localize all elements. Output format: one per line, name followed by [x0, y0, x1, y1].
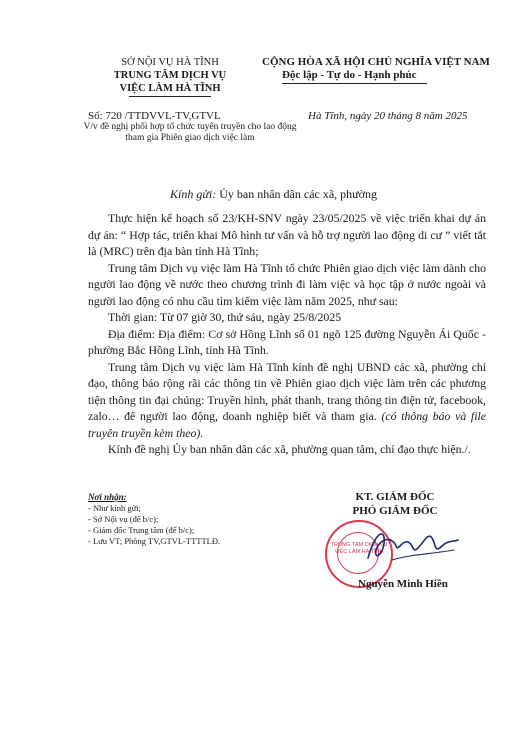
- document-date: Hà Tĩnh, ngày 20 tháng 8 năm 2025: [308, 110, 468, 122]
- signature-role-1: KT. GIÁM ĐỐC: [355, 491, 435, 503]
- recipient-item: - Sở Nội vụ (để b/c);: [88, 514, 159, 524]
- recipient-item: - Lưu VT; Phòng TV,GTVL-TTTTLĐ.: [88, 536, 221, 546]
- attachment-note: (có thông báo và file truyên truyền kèm theo).: [88, 409, 486, 440]
- national-motto: Độc lập - Tự do - Hạnh phúc: [282, 69, 417, 81]
- document-number: Số: 720 /TTDVVL-TV,GTVL: [88, 110, 221, 122]
- signer-name: Nguyễn Minh Hiền: [358, 578, 448, 590]
- agency-name-line1: TRUNG TÂM DỊCH VỤ: [113, 70, 227, 81]
- agency-underline: [129, 96, 211, 97]
- signature-role-2: PHÓ GIÁM ĐỐC: [352, 505, 438, 517]
- document-subject: V/v đề nghị phối hợp tổ chức tuyên truyền cho lao động tham gia Phiên giao dịch việc làm: [83, 122, 297, 143]
- recipients-block: [88, 492, 288, 547]
- body-paragraph-time: Thời gian: Từ 07 giờ 30, thứ sáu, ngày 25/8/2025: [108, 310, 342, 324]
- parent-agency: SỞ NỘI VỤ HÀ TĨNH: [121, 57, 219, 68]
- body-paragraph-location: Địa điểm: Địa điểm: Cơ sở Hồng Lĩnh số 01 ngõ 125 đường Nguyễn Ái Quốc - phường Bắc Hồng Lĩnh, tỉnh Hà Tĩnh.: [88, 326, 486, 357]
- seal-text: TRUNG TÂM DỊCH VỤ VIỆC LÀM HÀ TĨNH: [330, 542, 388, 555]
- issuing-agency-block: [70, 56, 270, 97]
- agency-name-line2: VIỆC LÀM HÀ TĨNH: [119, 83, 221, 94]
- national-header-block: [262, 56, 512, 84]
- recipient-item: - Như kính gửi;: [88, 503, 141, 513]
- recipient-item: - Giám đốc Trung tâm (để b/c);: [88, 525, 195, 535]
- body-paragraph-closing: Kính đề nghị Ủy ban nhân dân các xã, phường quan tâm, chỉ đạo thực hiện./.: [108, 442, 471, 456]
- nation-name: CỘNG HÒA XÃ HỘI CHỦ NGHĨA VIỆT NAM: [262, 56, 490, 68]
- body-paragraph-2: Trung tâm Dịch vụ việc làm Hà Tĩnh tổ chức Phiên giao dịch việc làm dành cho người lao động về nước theo chương trình đi làm việc và học tập ở nước ngoài và người lao động có nhu cầu tìm kiếm việc làm năm 2025, như sau:: [88, 260, 486, 308]
- request-text: Trung tâm Dịch vụ việc làm Hà Tĩnh kính đề nghị UBND các xã, phường chỉ đạo, thông báo rộng rãi các thông tin về Phiên giao dịch việc làm trên các phương tiện thông tin đại chúng: Truyền hình, phát thanh, trang thông tin điện tử, facebook, zalo… để người lao động, doanh nghiệp biết và tham gia.: [88, 359, 486, 423]
- signature-title-block: [320, 490, 470, 518]
- body-paragraph-1: Thực hiện kế hoạch số 23/KH-SNV ngày 23/05/2025 về việc triển khai dự án dự án: “ Hợp tác, triển khai Mô hình tư vấn và hỗ trợ người lao động di cư ” viết tắt là (MRC) trên địa bàn tỉnh Hà Tĩnh;: [88, 211, 486, 258]
- salutation: [170, 187, 377, 202]
- handwritten-signature-icon: [362, 520, 462, 570]
- document-body: [88, 210, 486, 458]
- body-paragraph-request: [88, 359, 486, 442]
- salutation-lead: Kính gửi:: [170, 187, 217, 201]
- motto-underline: [282, 83, 427, 84]
- recipients-title: Nơi nhận:: [88, 492, 127, 502]
- salutation-recipient: Ủy ban nhân dân các xã, phường: [219, 187, 378, 201]
